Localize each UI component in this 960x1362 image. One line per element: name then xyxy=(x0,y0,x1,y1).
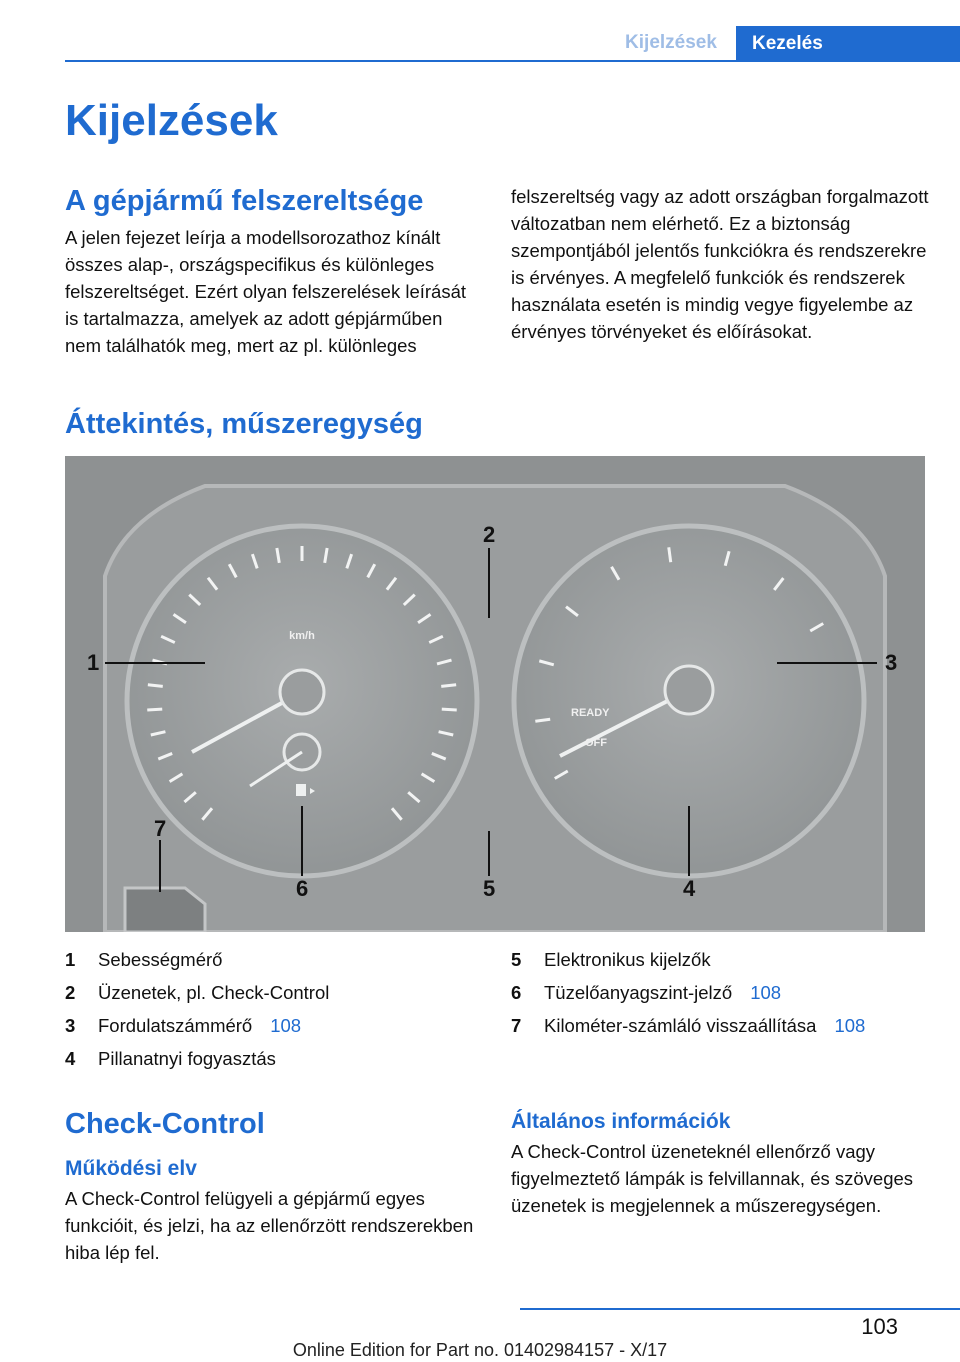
legend-number: 7 xyxy=(511,1014,522,1036)
dial-tick xyxy=(148,685,163,687)
tachometer-hub xyxy=(665,666,713,714)
legend-number: 4 xyxy=(65,1047,76,1069)
page-reference-link[interactable]: 108 xyxy=(270,1014,302,1036)
legend-item xyxy=(511,1009,865,1042)
section3-subheading-left: Működési elv xyxy=(65,1157,197,1180)
footer-edition: Online Edition for Part no. 01402984157 - X/17 xyxy=(292,1340,668,1360)
legend-item xyxy=(511,943,865,976)
speedometer-unit: km/h xyxy=(289,630,315,642)
legend-right xyxy=(511,943,865,1042)
ready-indicator: READY xyxy=(571,707,610,719)
legend-left xyxy=(65,943,329,1075)
section1-paragraph-left: A jelen fejezet leírja a modellsorozathoz kínált összes alap-, országspecifikus és különleges felszereltséget. Ezért olyan felszerelések leírását is tartalmazza, amelyek az adott gépjárműben nem találhatók meg, mert az pl. különleges xyxy=(65,227,467,356)
legend-item xyxy=(511,976,865,1009)
section1-right-column xyxy=(511,183,929,345)
dial-tick xyxy=(669,547,671,562)
callout-5: 5 xyxy=(483,876,496,901)
legend-number: 2 xyxy=(65,981,76,1003)
header-tab-kezeles[interactable]: Kezelés xyxy=(736,26,960,62)
callout-1: 1 xyxy=(87,650,100,675)
legend-number: 6 xyxy=(511,981,522,1003)
header-tab-kijelzesek[interactable]: Kijelzések xyxy=(625,32,717,53)
legend-text: Fordulatszámmérő xyxy=(98,1014,253,1036)
section3-left-column xyxy=(65,1108,483,1266)
dial-tick xyxy=(441,685,456,687)
dial-tick xyxy=(147,709,162,710)
legend-text: Kilométer-számláló visszaállítása xyxy=(544,1014,817,1036)
section3-subheading-right: Általános információk xyxy=(511,1110,731,1133)
callout-3: 3 xyxy=(885,650,898,675)
legend-text: Pillanatnyi fogyasztás xyxy=(98,1047,276,1069)
instrument-cluster-figure xyxy=(65,456,925,932)
header-rule xyxy=(65,60,960,62)
section1-left-column xyxy=(65,185,483,359)
callout-2: 2 xyxy=(483,522,496,547)
callout-4: 4 xyxy=(683,876,696,901)
page-reference-link[interactable]: 108 xyxy=(834,1014,866,1036)
off-indicator: OFF xyxy=(585,737,607,749)
dial-tick xyxy=(442,709,457,710)
odometer-reset-button xyxy=(125,888,205,932)
chapter-title: Kijelzések xyxy=(65,96,278,145)
legend-number: 3 xyxy=(65,1014,76,1036)
legend-item xyxy=(65,1042,329,1075)
legend-item xyxy=(65,1009,329,1042)
footer-rule xyxy=(520,1308,960,1310)
section3-paragraph-right: A Check-Control üzeneteknél ellenőrző vagy figyelmeztető lámpák is felvillannak, és szöveges üzenetek is megjelennek a műszeregységen. xyxy=(511,1141,914,1216)
legend-number: 1 xyxy=(65,948,76,970)
section1-heading: A gépjármű felszereltsége xyxy=(65,185,424,217)
section3-paragraph-left: A Check-Control felügyeli a gépjármű egyes funkcióit, és jelzi, ha az ellenőrzött rendszerekben hiba lép fel. xyxy=(65,1188,474,1263)
legend-text: Üzenetek, pl. Check-Control xyxy=(98,981,330,1003)
speedometer-hub xyxy=(280,670,324,714)
fuel-pump-icon xyxy=(296,784,306,796)
legend-text: Tüzelőanyagszint-jelző xyxy=(544,981,733,1003)
legend-item xyxy=(65,943,329,976)
legend-text: Elektronikus kijelzők xyxy=(544,948,711,970)
legend-text: Sebességmérő xyxy=(98,948,223,970)
section3-heading: Check-Control xyxy=(65,1108,265,1140)
page-number: 103 xyxy=(861,1314,898,1339)
page-reference-link[interactable]: 108 xyxy=(750,981,782,1003)
legend-number: 5 xyxy=(511,948,522,970)
section1-paragraph-right: felszereltség vagy az adott országban forgalmazott változatban nem elérhető. Ez a biztonság szempontjából jelentős funkciókra és rendszerekre is érvényes. A megfelelő funkciók és rendszerek használata esetén is mindig vegye figyelembe az érvényes törvényeket és előírásokat. xyxy=(511,186,929,342)
dial-tick xyxy=(535,719,550,721)
section3-right-column xyxy=(511,1110,929,1219)
callout-7: 7 xyxy=(154,816,167,841)
section2-heading: Áttekintés, műszeregység xyxy=(65,408,423,440)
callout-6: 6 xyxy=(296,876,309,901)
legend-item xyxy=(65,976,329,1009)
